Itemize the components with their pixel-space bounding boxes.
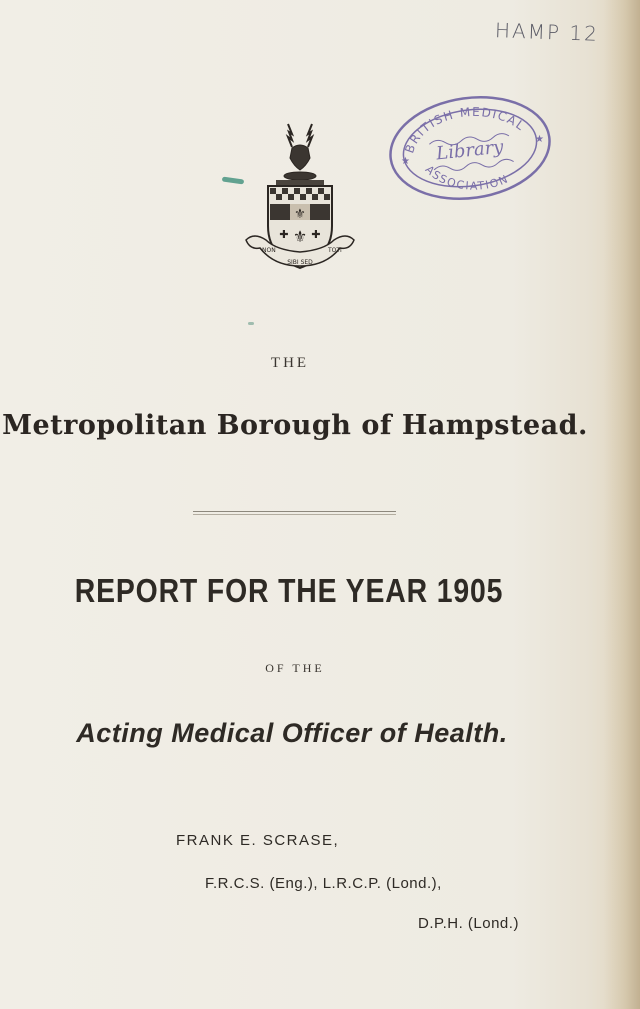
svg-text:✚: ✚	[311, 228, 321, 241]
motto-left: NON	[262, 247, 276, 254]
stamp-bottom-text: ASSOCIATION	[422, 162, 511, 193]
svg-text:⚜: ⚜	[292, 227, 308, 246]
ink-mark	[248, 322, 254, 325]
svg-text:✚: ✚	[279, 228, 289, 241]
divider-rule	[193, 511, 396, 515]
author-qualifications-line1: F.R.C.S. (Eng.), L.R.C.P. (Lond.),	[205, 875, 442, 892]
library-stamp	[385, 92, 555, 202]
svg-text:⚜: ⚜	[294, 207, 306, 222]
borough-title: Metropolitan Borough of Hampstead.	[2, 410, 588, 441]
page-edge-shadow	[604, 0, 640, 1009]
of-the-label: OF THE	[265, 661, 325, 675]
author-name: FRANK E. SCRASE,	[176, 832, 340, 849]
report-title: REPORT FOR THE YEAR 1905	[74, 572, 504, 609]
motto-right: TOTI	[328, 247, 342, 254]
heading-the: THE	[270, 355, 310, 371]
stamp-top-text: BRITISH MEDICAL	[402, 104, 528, 155]
coat-of-arms-crest	[240, 118, 360, 278]
motto-middle: SIBI SED	[287, 259, 313, 266]
officer-title: Acting Medical Officer of Health.	[76, 718, 508, 748]
stamp-center-text: Library	[435, 136, 505, 165]
shelfmark-annotation: HAMP 12	[494, 18, 600, 46]
svg-text:★: ★	[401, 156, 410, 167]
svg-text:★: ★	[535, 134, 544, 145]
author-qualifications-line2: D.P.H. (Lond.)	[418, 915, 519, 932]
